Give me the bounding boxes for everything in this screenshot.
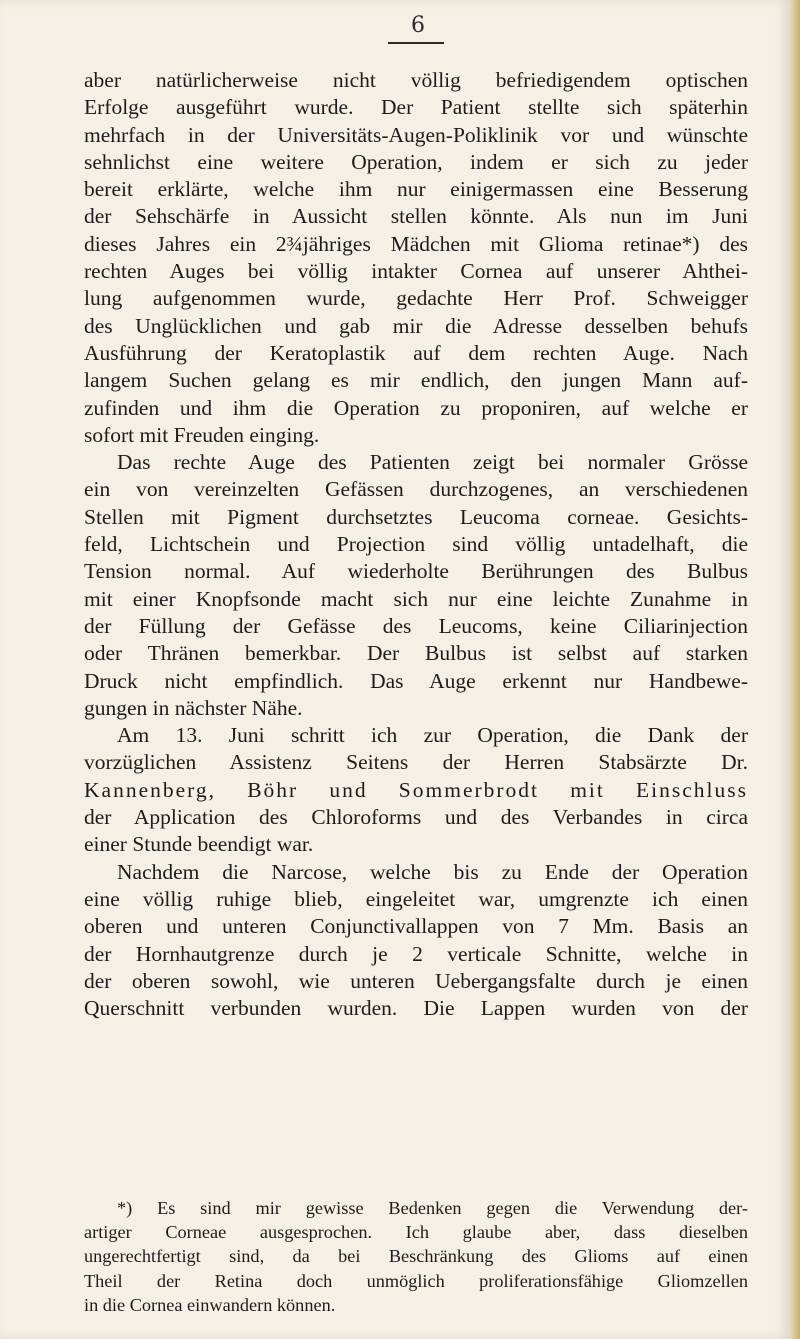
text-line: Erfolge ausgeführt wurde. Der Patient stellte sich späterhin [84,95,748,120]
text-line: mit einer Knopfsonde macht sich nur eine leichte Zunahme in [84,586,748,611]
text-line: Das rechte Auge des Patienten zeigt bei normaler Grösse [117,450,748,475]
text-line: des Unglücklichen und gab mir die Adresse desselben behufs [84,313,748,338]
text-line: der oberen sowohl, wie unteren Uebergangsfalte durch je einen [84,968,748,993]
footnote-line: *) Es sind mir gewisse Bedenken gegen die Verwendung der- [117,1198,748,1218]
text-line: der Sehschärfe in Aussicht stellen könnte. Als nun im Juni [84,204,748,229]
text-line: feld, Lichtschein und Projection sind völlig untadelhaft, die [84,532,748,557]
text-line: dieses Jahres ein 2¾jähriges Mädchen mit Glioma retinae*) des [84,231,748,256]
text-line: der Füllung der Gefässe des Leucoms, keine Ciliarinjection [84,613,748,638]
text-line: bereit erklärte, welche ihm nur einigermassen eine Besserung [84,177,748,202]
text-line: Stellen mit Pigment durchsetztes Leucoma corneae. Gesichts- [84,504,748,529]
text-line: Nachdem die Narcose, welche bis zu Ende der Operation [117,859,748,884]
page-edge [790,0,800,1339]
text-line: zufinden und ihm die Operation zu proponiren, auf welche er [84,395,748,420]
page-number: 6 [411,13,425,38]
footnote [84,1196,748,1317]
text-line: Druck nicht empfindlich. Das Auge erkennt nur Handbewe- [84,668,748,693]
text-line: rechten Auges bei völlig intakter Cornea auf unserer Ahthei- [84,259,748,284]
text-line: oberen und unteren Conjunctivallappen von 7 Mm. Basis an [84,914,748,939]
text-line: Querschnitt verbunden wurden. Die Lappen wurden von der [84,996,748,1021]
text-line: gungen in nächster Nähe. [84,695,303,720]
text-line: langem Suchen gelang es mir endlich, den jungen Mann auf- [84,368,748,393]
text-line: sofort mit Freuden einging. [84,422,320,447]
text-line: vorzüglichen Assistenz Seitens der Herren Stabsärzte Dr. [84,750,748,775]
text-line: einer Stunde beendigt war. [84,832,314,857]
text-line: der Hornhautgrenze durch je 2 verticale Schnitte, welche in [84,941,748,966]
footnote-line: ungerechtfertigt sind, da bei Beschränkung des Glioms auf einen [84,1246,748,1267]
text-line: der Application des Chloroforms und des Verbandes in circa [84,805,748,830]
footnote-line: artiger Corneae ausgesprochen. Ich glaube aber, dass dieselben [84,1222,748,1243]
page-number-underline [388,42,444,44]
body-text [84,67,748,1022]
footnote-line: in die Cornea einwandern können. [84,1294,336,1315]
text-line: Am 13. Juni schritt ich zur Operation, die Dank der [117,723,748,748]
text-line: mehrfach in der Universitäts-Augen-Poliklinik vor und wünschte [84,122,748,147]
text-line: aber natürlicherweise nicht völlig befriedigendem optischen [84,68,748,92]
text-line: ein von vereinzelten Gefässen durchzogenes, an verschiedenen [84,477,748,502]
text-line: Ausführung der Keratoplastik auf dem rechten Auge. Nach [84,340,748,365]
footnote-line: Theil der Retina doch unmöglich proliferationsfähige Gliomzellen [84,1270,748,1291]
text-line: oder Thränen bemerkbar. Der Bulbus ist selbst auf starken [84,641,748,666]
text-line: sehnlichst eine weitere Operation, indem er sich zu jeder [84,149,748,174]
text-line: eine völlig ruhige blieb, eingeleitet war, umgrenzte ich einen [84,886,748,911]
text-line: lung aufgenommen wurde, gedachte Herr Prof. Schweigger [84,286,748,311]
text-line: Tension normal. Auf wiederholte Berührungen des Bulbus [84,559,748,584]
text-line: Kannenberg, Böhr und Sommerbrodt mit Einschluss [84,777,748,802]
